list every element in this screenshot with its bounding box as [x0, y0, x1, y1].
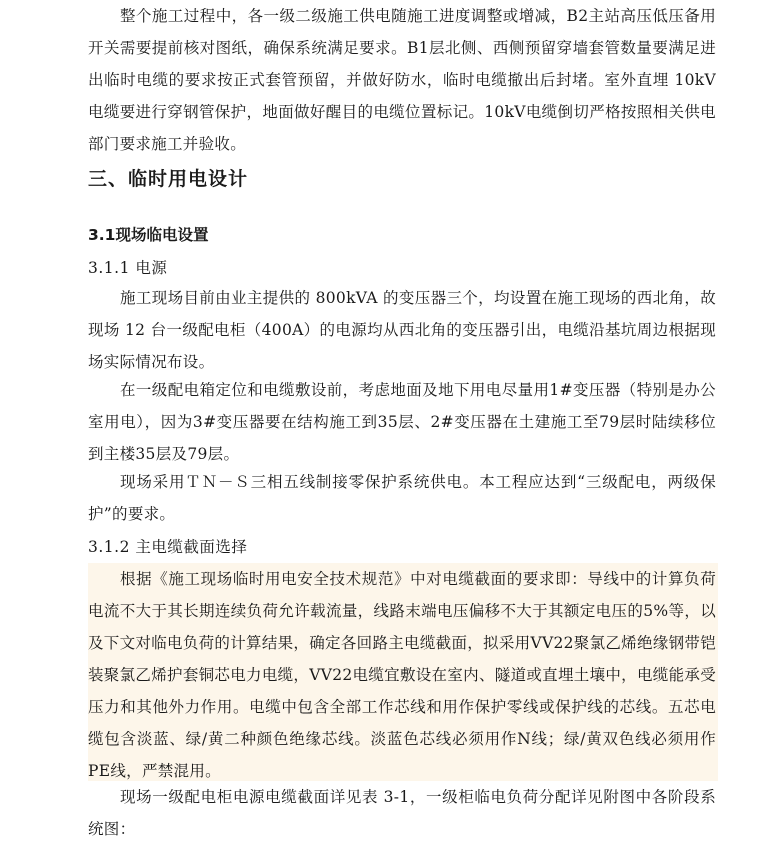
paragraph-distribution-box: 在一级配电箱定位和电缆敷设前，考虑地面及地下用电尽量用1#变压器（特别是办公室用电），因为3#变压器要在结构施工到35层、2#变压器在土建施工至79层时陆续移位到主楼35层及79层。 — [88, 381, 716, 463]
heading-cable-selection: 3.1.2 主电缆截面选择 — [88, 538, 248, 556]
paragraph-cable-specification: 根据《施工现场临时用电安全技术规范》中对电缆截面的要求即：导线中的计算负荷电流不大于其长期连续负荷允许载流量，线路末端电压偏移不大于其额定电压的5%等，以及下文对临电负荷的计算结果，确定各回路主电缆截面，拟采用VV22聚氯乙烯绝缘钢带铠装聚氯乙烯护套铜芯电力电缆，VV22电缆宜敷设在室内、隧道或直埋土壤中，电缆能承受压力和其他外力作用。电缆中包含全部工作芯线和用作保护零线或保护线的芯线。五芯电缆包含淡蓝、绿/黄二种颜色绝缘芯线。淡蓝色芯线必须用作N线；绿/黄双色线必须用作PE线，严禁混用。 — [88, 570, 716, 780]
paragraph-tns-system: 现场采用ＴＮ－Ｓ三相五线制接零保护系统供电。本工程应达到“三级配电，两级保护”的要求。 — [88, 473, 716, 523]
heading-power-source: 3.1.1 电源 — [88, 259, 168, 277]
paragraph-transformers: 施工现场目前由业主提供的 800kVA 的变压器三个，均设置在施工现场的西北角，故现场 12 台一级配电柜（400A）的电源均从西北角的变压器引出，电缆沿基坑周边根据现场实际情况布设。 — [88, 289, 716, 371]
section-heading: 三、临时用电设计 — [88, 168, 249, 190]
paragraph-construction-power: 整个施工过程中，各一级二级施工供电随施工进度调整或增减，B2主站高压低压备用开关需要提前核对图纸，确保系统满足要求。B1层北侧、西侧预留穿墙套管数量要满足进出临时电缆的要求按正式套管预留，并做好防水，临时电缆撤出后封堵。室外直埋 10kV 电缆要进行穿钢管保护，地面做好醒目的电缆位置标记。10kV电缆倒切严格按照相关供电部门要求施工并验收。 — [88, 7, 716, 153]
paragraph-cable-table-reference: 现场一级配电柜电源电缆截面详见表 3-1，一级柜临电负荷分配详见附图中各阶段系统图： — [88, 788, 716, 838]
subsection-heading: 3.1现场临电设置 — [88, 226, 209, 244]
